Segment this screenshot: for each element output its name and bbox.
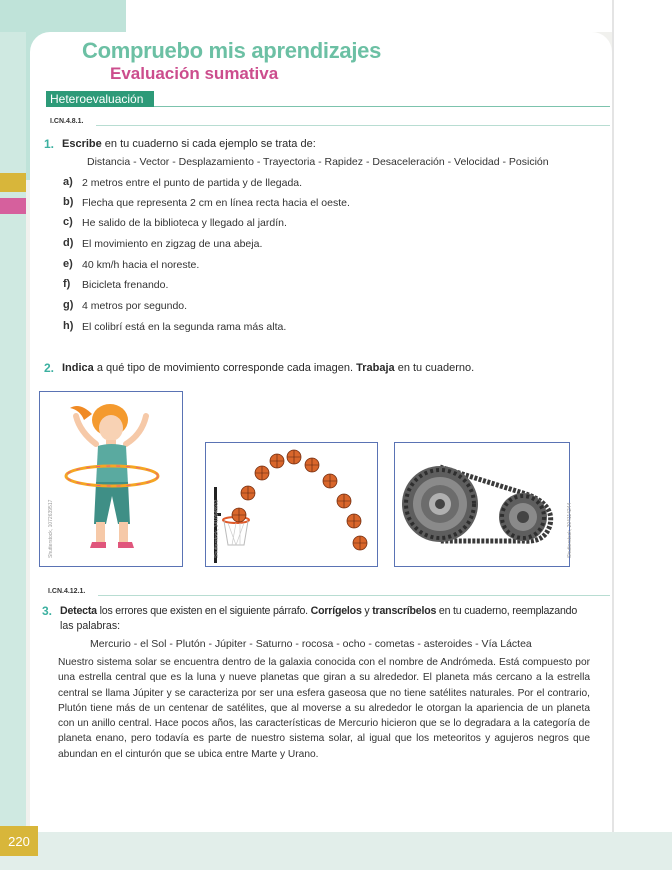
q1-item-text: 2 metros entre el punto de partida y de llegada. [82,177,303,189]
q1-item-letter: d) [63,237,74,249]
q1-item-letter: f) [63,278,71,290]
bottom-band [0,832,672,870]
q1-code: I.CN.4.8.1. [50,118,84,125]
basketball-icon [353,536,367,550]
q3-number: 3. [42,604,53,618]
right-margin [614,0,672,870]
q1-item-letter: g) [63,299,74,311]
q3-paragraph: Nuestro sistema solar se encuentra dentro de la galaxia conocida con el nombre de Andrómeda. Está compuesto por una estrella central que es la luna y nueve planetas que giran a su alrededor. El planeta más cercano a la estrella central se llama Júpiter y se caracteriza por ser una esfera gaseosa que no tiene satélites naturales. Por el contrario, Plutón tiene más de un centenar de satélites, que al moverse a su alrededor le otorgan la apariencia de un planeta con un anillo central. Hace pocos años, las características de Mercurio hicieron que se lo degradara a la categoría de planeta enano, pero todavía es parte de nuestro sistema solar, al igual que los meteoritos y agujeros negros que abundan en el cinturón que se ubica entre Marte y Urano. [58,657,590,760]
q3-code: I.CN.4.12.1. [48,588,86,595]
right-divider [612,0,614,870]
basketball-icon [255,466,269,480]
image-credit: Shutterstock, 1072639517 [48,499,54,558]
q1-word-bank: Distancia - Vector - Desplazamiento - Trayectoria - Rapidez - Desaceleración - Velocidad - Posición [87,156,549,168]
q1-item-text: 4 metros por segundo. [82,300,188,312]
q1-item-text: El colibrí está en la segunda rama más alta. [82,321,287,333]
basketball-icon [347,514,361,528]
q1-item-text: Bicicleta frenando. [82,279,169,291]
q1-item-letter: c) [63,216,73,228]
basketball-image [205,442,378,567]
basketball-icon [337,494,351,508]
q1-prompt [62,138,316,150]
q1-item-letter: h) [63,320,74,332]
page-number: 220 [0,826,38,856]
q3-verb: transcríbelos [372,605,437,617]
q3-verb: Corrígelos [310,605,362,617]
q3-prompt-cont: las palabras: [60,620,121,632]
q3-text: en tu cuaderno, reemplazando [436,605,578,617]
q1-item-letter: a) [63,176,73,188]
margin-tab-yellow [0,173,26,192]
q2-verb: Indica [62,362,94,374]
q1-number: 1. [44,137,55,151]
basketball-icon [323,474,337,488]
q3-text: y [361,605,373,617]
q1-text: en tu cuaderno si cada ejemplo se trata de: [101,138,316,150]
q1-verb: Escribe [62,138,102,150]
left-margin-band [0,32,26,832]
q2-verb: Trabaja [356,362,395,374]
q1-item-text: He salido de la biblioteca y llegado al jardín. [82,217,287,229]
q2-text: a qué tipo de movimiento corresponde cada imagen. [93,362,357,374]
q1-item-text: Flecha que representa 2 cm en línea recta hacia el oeste. [82,197,350,209]
basketball-icon [287,450,301,464]
q1-item-text: El movimiento en zigzag de una abeja. [82,238,263,250]
q3-verb: Detecta [60,605,97,617]
image-credit: Shutterstock, 1410948932 [214,499,220,558]
q1-code-rule [96,125,610,126]
q3-prompt [60,605,577,617]
margin-tab-pink [0,198,26,214]
q2-text: en tu cuaderno. [394,362,475,374]
basketball-icon [232,508,246,522]
q2-prompt [62,362,474,374]
q2-number: 2. [44,361,55,375]
q1-item-text: 40 km/h hacia el noreste. [82,259,200,271]
q1-item-letter: b) [63,196,74,208]
section-rule [154,106,610,107]
q3-text: los errores que existen en el siguiente párrafo. [96,605,311,617]
basketball-icon [305,458,319,472]
basketball-icon [241,486,255,500]
section-label: Heteroevaluación [46,91,154,107]
chain-gears-image [394,442,570,567]
image-credit: Shutterstock, 204114244 [567,502,573,558]
q3-code-rule [98,595,610,596]
q1-item-letter: e) [63,258,73,270]
page-subtitle: Evaluación sumativa [110,64,279,83]
page-title: Compruebo mis aprendizajes [82,38,382,63]
q3-word-bank: Mercurio - el Sol - Plutón - Júpiter - Saturno - rocosa - ocho - cometas - asteroides - Vía Láctea [90,638,532,650]
basketball-icon [270,454,284,468]
hula-hoop-image [39,391,183,567]
